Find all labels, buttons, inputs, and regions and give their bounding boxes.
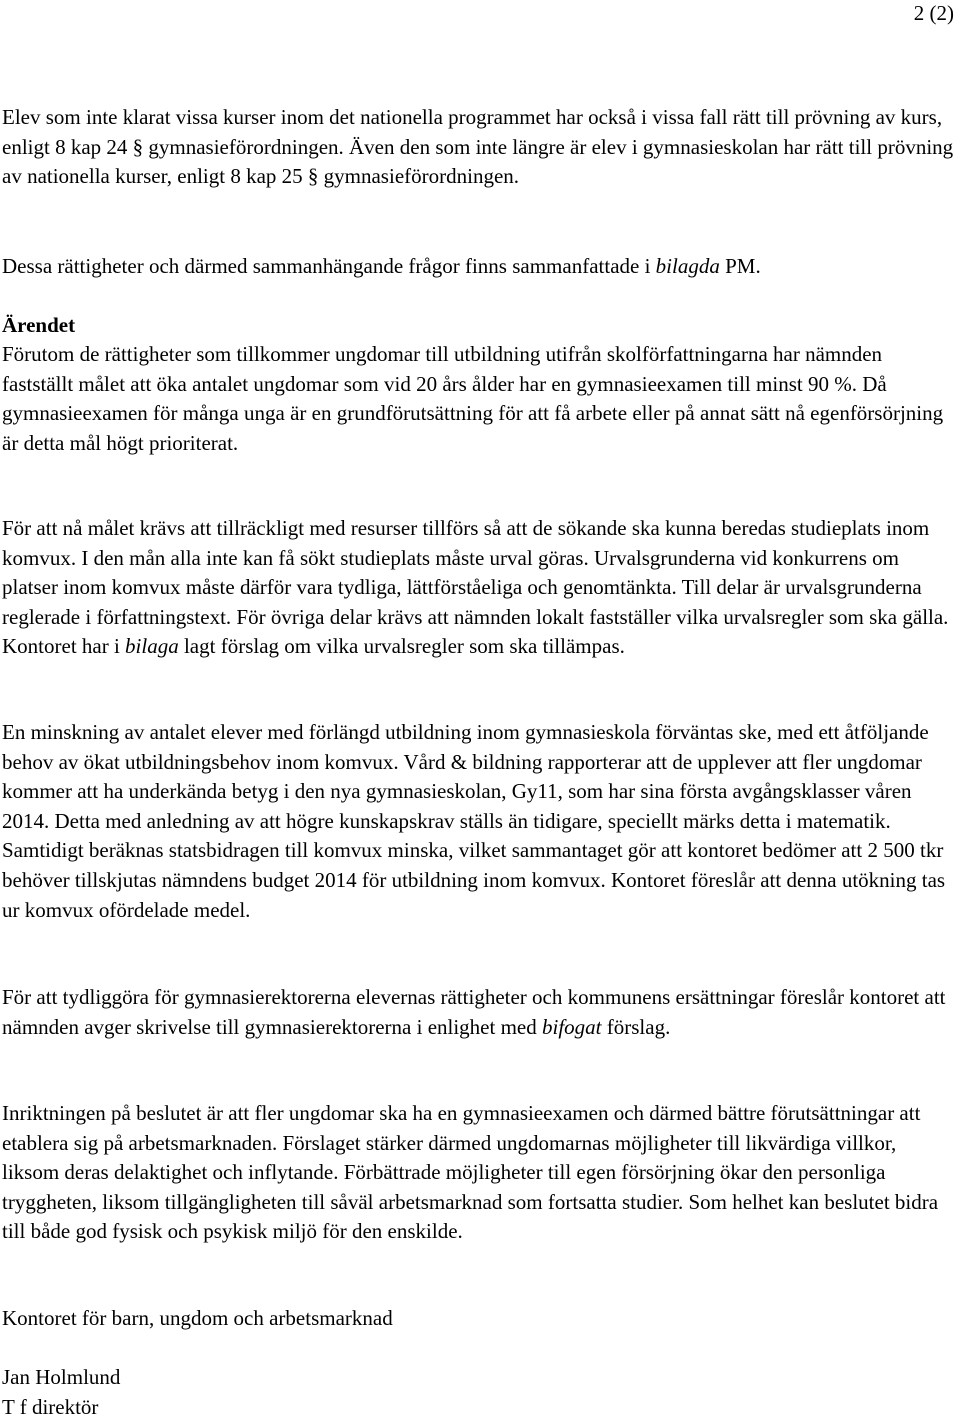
paragraph-office: Kontoret för barn, ungdom och arbetsmarknad — [2, 1306, 393, 1330]
p2-text-after: PM. — [719, 254, 761, 278]
p6-italic-bifogat: bifogat — [542, 1014, 602, 1039]
paragraph-urvalsgrunder — [2, 514, 958, 662]
signature-name: Jan Holmlund — [2, 1365, 121, 1389]
paragraph-malet: Förutom de rättigheter som tillkommer ungdomar till utbildning utifrån skolförfattningarna har nämnden fastställt målet att öka antalet ungdomar som vid 20 års ålder har en gymnasieexamen till minst 90 %. Då gymnasieexamen för många unga är en grundförutsättning för att få arbete eller på annat sätt nå egenförsörjning är detta mål högt prioriterat. — [2, 342, 944, 455]
signature-block — [2, 1363, 958, 1422]
p6-text-after: förslag. — [601, 1014, 671, 1039]
p4-text-before: För att nå målet krävs att tillräckligt med resurser tillförs så att de sökande ska kunna beredas studieplats inom komvux. I den mån alla inte kan få sökt studieplats måste urval göras. Urvalsgrunderna vid konkurrens om platser inom komvux måste därför vara tydliga, lättförståeliga och genomtänkta. Till delar är urvalsgrunderna reglerade i författningstext. För övriga delar krävs att nämnden lokalt fastställer vilka urvalsregler som ska gälla. Kontoret har i — [2, 516, 949, 659]
p2-text-before: Dessa rättigheter och därmed sammanhängande frågor finns sammanfattade i — [2, 254, 656, 278]
paragraph-budget: En minskning av antalet elever med förlängd utbildning inom gymnasieskola förväntas ske, med ett åtföljande behov av ökat utbildningsbehov inom komvux. Vård & bildning rapporterar att de upplever att fler ungdomar kommer att ha underkända betyg i den nya gymnasieskolan, Gy11, som har sina första avgångsklasser våren 2014. Detta med anledning av att högre kunskapskrav ställs än tidigare, speciellt märks detta i matematik. Samtidigt beräknas statsbidragen till komvux minska, vilket sammantaget gör att kontoret bedömer att 2 500 tkr behöver tillskjutas nämndens budget 2014 för utbildning inom komvux. Kontoret föreslår att denna utökning tas ur komvux ofördelade medel. — [2, 720, 946, 922]
paragraph-provning: Elev som inte klarat vissa kurser inom det nationella programmet har också i vissa fall rätt till prövning av kurs, enligt 8 kap 24 § gymnasieförordningen. Även den som inte längre är elev i gymnasieskolan har rätt till prövning av nationella kurser, enligt 8 kap 25 § gymnasieförordningen. — [2, 105, 954, 189]
section-heading-arendet: Ärendet — [2, 313, 76, 337]
paragraph-skrivelse — [2, 983, 958, 1042]
paragraph-pm-reference — [2, 252, 958, 282]
signature-title: T f direktör — [2, 1394, 99, 1419]
p2-italic-bilagda: bilagda — [655, 254, 720, 278]
p6-text-before: För att tydliggöra för gymnasierektorerna elevernas rättigheter och kommunens ersättningar föreslår kontoret att nämnden avger skrivelse till gymnasierektorerna i enlighet med — [2, 985, 946, 1039]
p4-text-after: lagt förslag om vilka urvalsregler som ska tillämpas. — [178, 634, 625, 659]
page-number: 2 (2) — [913, 1, 954, 25]
paragraph-inriktning: Inriktningen på beslutet är att fler ungdomar ska ha en gymnasieexamen och därmed bättre förutsättningar att etablera sig på arbetsmarknaden. Förslaget stärker därmed ungdomarnas möjligheter till likvärdiga villkor, liksom deras delaktighet och inflytande. Förbättrade möjligheter till egen försörjning ökar den personliga tryggheten, liksom tillgängligheten till såväl arbetsmarknad som fortsatta studier. Som helhet kan beslutet bidra till både god fysisk och psykisk miljö för den enskilde. — [2, 1101, 939, 1244]
p4-italic-bilaga: bilaga — [125, 634, 179, 659]
